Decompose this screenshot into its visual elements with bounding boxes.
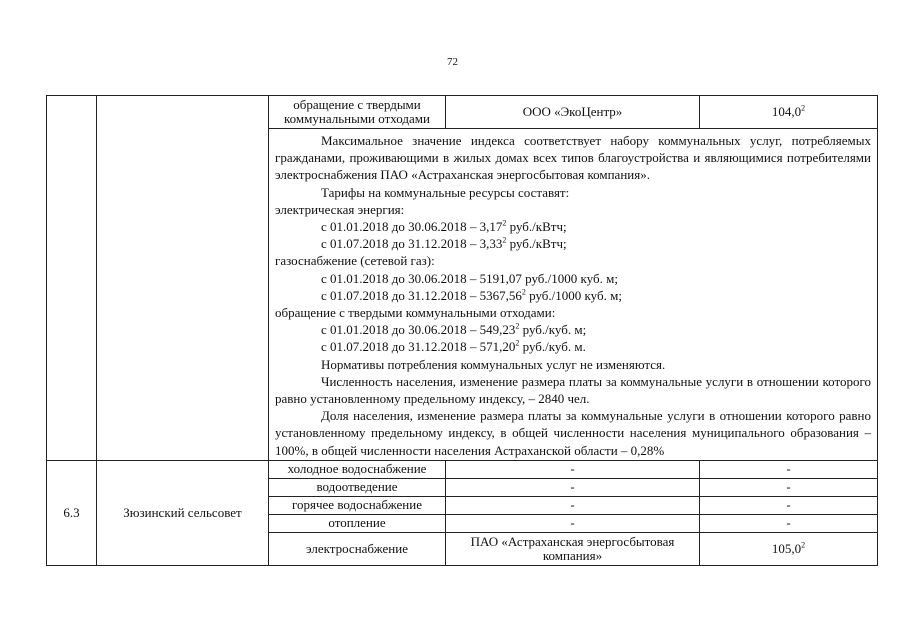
footnote-mark: 2 <box>801 103 806 113</box>
footnote-mark: 2 <box>801 540 806 550</box>
waste-tariff-2: с 01.07.2018 до 31.12.2018 – 571,20$^2$ руб./куб. м. <box>321 339 586 355</box>
cell-empty-name <box>97 96 269 461</box>
index-cell: - <box>700 514 878 532</box>
provider-cell: - <box>446 496 700 514</box>
index-cell: - <box>700 496 878 514</box>
service-cell: горячее водоснабжение <box>269 496 446 514</box>
tariff-table <box>46 95 878 566</box>
service-cell: отопление <box>269 514 446 532</box>
paragraph-max-index: Максимальное значение индекса соответствует набору коммунальных услуг, потребляемых гражданами, проживающими в жилых домах всех типов благоустройства и являющимися потребителями электроснабжения ПАО «Астраханская энергосбытовая компания». <box>275 133 871 183</box>
provider-cell: - <box>446 478 700 496</box>
service-cell: обращение с твердыми коммунальными отходами <box>269 96 446 129</box>
gas-label: газоснабжение (сетевой газ): <box>275 253 435 269</box>
tariffs-intro: Тарифы на коммунальные ресурсы составят: <box>321 184 570 200</box>
service-cell: водоотведение <box>269 478 446 496</box>
page-number: 72 <box>447 56 458 68</box>
index-value: 104,0 <box>771 104 802 119</box>
index-cell: - <box>700 460 878 478</box>
provider-cell: ООО «ЭкоЦентр» <box>446 96 700 129</box>
index-cell <box>700 532 878 565</box>
section-number: 6.3 <box>47 460 97 565</box>
service-cell: холодное водоснабжение <box>269 460 446 478</box>
paragraph-population: Численность населения, изменение размера платы за коммунальные услуги в отношении которого равно установленному предельному индексу, – 2840 чел. <box>275 373 871 407</box>
gas-tariff-1: с 01.01.2018 до 30.06.2018 – 5191,07 руб./1000 куб. м; <box>321 270 618 286</box>
gas-tariff-2: с 01.07.2018 до 31.12.2018 – 5367,56$^2$ руб./1000 куб. м; <box>321 287 622 303</box>
electricity-tariff-2: с 01.07.2018 до 31.12.2018 – 3,33$^2$ руб./кВтч; <box>321 235 567 252</box>
index-cell <box>700 96 878 129</box>
index-cell: - <box>700 478 878 496</box>
provider-cell: - <box>446 514 700 532</box>
paragraph-norms: Нормативы потребления коммунальных услуг не изменяются. <box>321 356 666 372</box>
paragraph-share: Доля населения, изменение размера платы за коммунальные услуги в отношении которого равно установленному предельному индексу, в общей численности населения муниципального образования – 100%, в общей численности населения Астраханской области – 0,28% <box>275 408 871 458</box>
waste-label: обращение с твердыми коммунальными отходами: <box>275 305 556 321</box>
index-value: 105,0 <box>771 540 802 556</box>
provider-cell: ПАО «Астраханская энергосбытовая компания» <box>446 532 700 565</box>
table-row <box>47 96 878 129</box>
waste-tariff-1: с 01.01.2018 до 30.06.2018 – 549,23$^2$ руб./куб. м; <box>321 321 587 338</box>
section-name: Зюзинский сельсовет <box>97 460 269 565</box>
cell-empty-number <box>47 96 97 461</box>
service-cell: электроснабжение <box>269 532 446 565</box>
electricity-tariff-1: с 01.01.2018 до 30.06.2018 – 3,17$^2$ руб./кВтч; <box>321 218 567 235</box>
provider-cell: - <box>446 460 700 478</box>
electricity-label: электрическая энергия: <box>275 201 405 217</box>
table-row <box>47 460 878 478</box>
explanation-text <box>269 129 878 461</box>
